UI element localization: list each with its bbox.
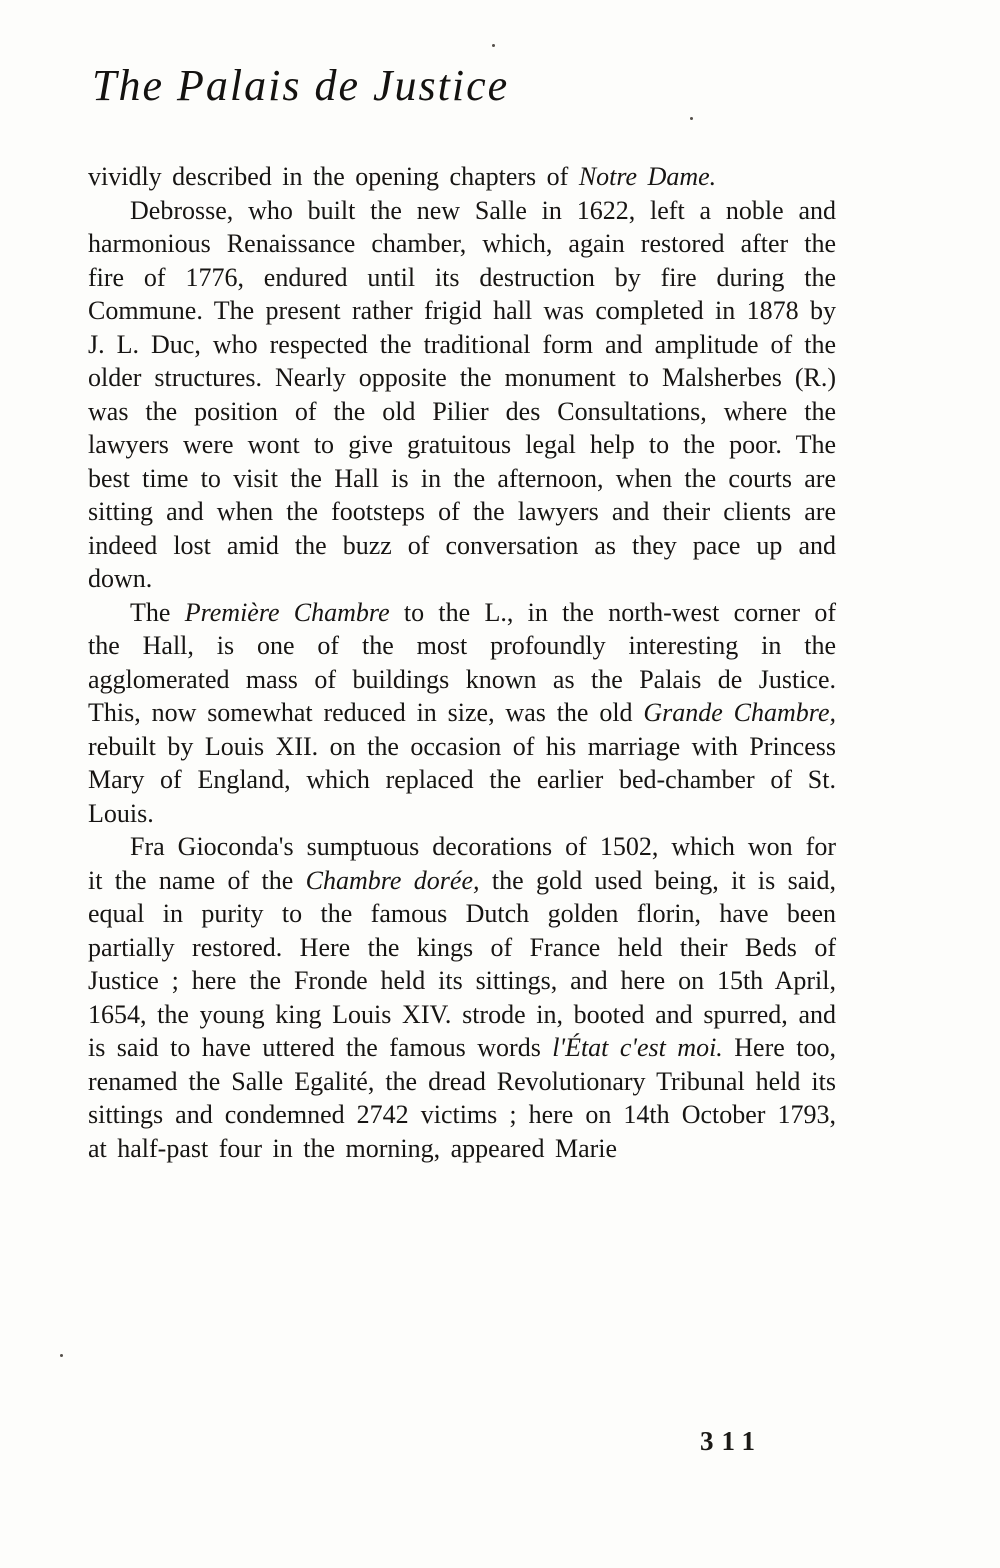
scan-artifact [690,117,693,120]
italic-text-run: Notre Dame. [578,162,717,191]
page-number: 311 [700,1426,764,1456]
paragraph [88,160,836,194]
text-run: rebuilt by Louis XII. on the occasion of his marriage with Princess Mary of England, which replaced the earlier bed-chamber of St. Louis. [88,731,836,828]
scan-artifact [60,1354,63,1357]
body-text [88,160,836,1165]
paragraph [88,830,836,1165]
text-run: Fra Gioconda's sumptuous decorations of 1502, which won for it the name of the [88,832,836,895]
italic-text-run: Grande Chambre, [643,698,836,727]
running-header: The Palais de Justice [92,61,510,110]
italic-text-run: Première Chambre [184,597,390,627]
text-run: The [130,597,185,627]
text-run: Here too, renamed the Salle Egalité, the dread Revolutionary Tribunal held its sittings and condemned 2742 victims ; here on 14th October 1793, at half-past four in the morning, appeared Marie [88,1033,836,1163]
text-run: to the L., in the north-west corner of the Hall, is one of the most profoundly interesting in the agglomerated mass of buildings known as the Palais de Justice. This, now somewhat reduced in size, was the old [88,597,837,727]
italic-text-run: Chambre dorée, [305,865,480,895]
italic-text-run: l'État c'est moi. [552,1033,723,1062]
text-run: vividly described in the opening chapters of [88,162,579,191]
scan-artifact [492,44,495,47]
paragraph [88,194,836,596]
text-run: Debrosse, who built the new Salle in 1622, left a noble and harmonious Renaissance chamber, which, again restored after the fire of 1776, endured until its destruction by fire during the Commune. The present rather frigid hall was completed in 1878 by J. L. Duc, who respected the traditional form and amplitude of the older structures. Nearly opposite the monument to Malsherbes (R.) was the position of the old Pilier des Consultations, where the lawyers were wont to give gratuitous legal help to the poor. The best time to visit the Hall is in the afternoon, when the courts are sitting and when the footsteps of the lawyers and their clients are indeed lost amid the buzz of conversation as they pace up and down. [88,195,836,593]
text-run: the gold used being, it is said, equal in purity to the famous Dutch golden florin, have been partially restored. Here the kings of France held their Beds of Justice ; here the Fronde held its sittings, and here on 15th April, 1654, the young king Louis XIV. strode in, booted and spurred, and is said to have uttered the famous words [88,865,836,1062]
paragraph [88,596,836,831]
